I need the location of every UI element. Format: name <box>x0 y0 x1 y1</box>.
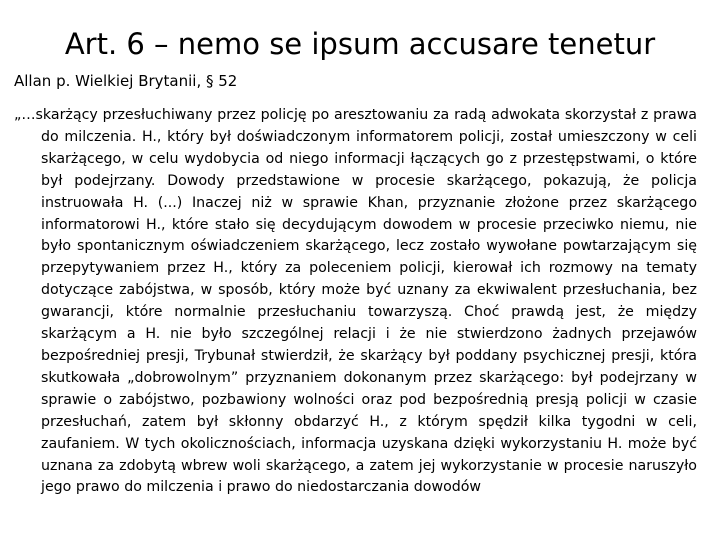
slide-title: Art. 6 – nemo se ipsum accusare tenetur <box>64 27 656 61</box>
case-reference: Allan p. Wielkiej Brytanii, § 52 <box>14 72 238 90</box>
quoted-passage: „…skarżący przesłuchiwany przez policję po aresztowaniu za radą adwokata skorzystał z prawa do milczenia. H., który był doświadczonym informatorem policji, został umieszczony w celi skarżącego, w celu wydobycia od niego informacji łączących go z przestępstwami, o które był podejrzany. Dowody przedstawione w procesie skarżącego, pokazują, że policja instruowała H. (...) Inaczej niż w sprawie Khan, przyznanie złożone przez skarżącego informatorowi H., które stało się decydującym dowodem w procesie przeciwko niemu, nie było spontanicznym oświadczeniem skarżącego, lecz zostało wywołane powtarzającym się przepytywaniem przez H., który za poleceniem policji, kierował ich rozmowy na tematy dotyczące zabójstwa, w sposób, który może być uznany za ekwiwalent przesłuchania, bez gwarancji, które normalnie przesłuchaniu towarzyszą. Choć prawdą jest, że między skarżącym a H. nie było szczególnej relacji i że nie stwierdzono żadnych przejawów bezpośredniej presji, Trybunał stwierdził, że skarżący był poddany psychicznej presji, która skutkowała „dobrowolnym” przyznaniem dokonanym przez skarżącego: był podejrzany w sprawie o zabójstwo, pozbawiony wolności oraz pod bezpośrednią presją policji w czasie przesłuchań, zatem był skłonny obdarzyć H., z którym spędził kilka tygodni w celi, zaufaniem. W tych okolicznościach, informacja uzyskana dzięki wykorzystaniu H. może być uznana za zdobytą wbrew woli skarżącego, a zatem jej wykorzystanie w procesie naruszyło jego prawo do milczenia i prawo do niedostarczania dowodów <box>14 107 697 496</box>
